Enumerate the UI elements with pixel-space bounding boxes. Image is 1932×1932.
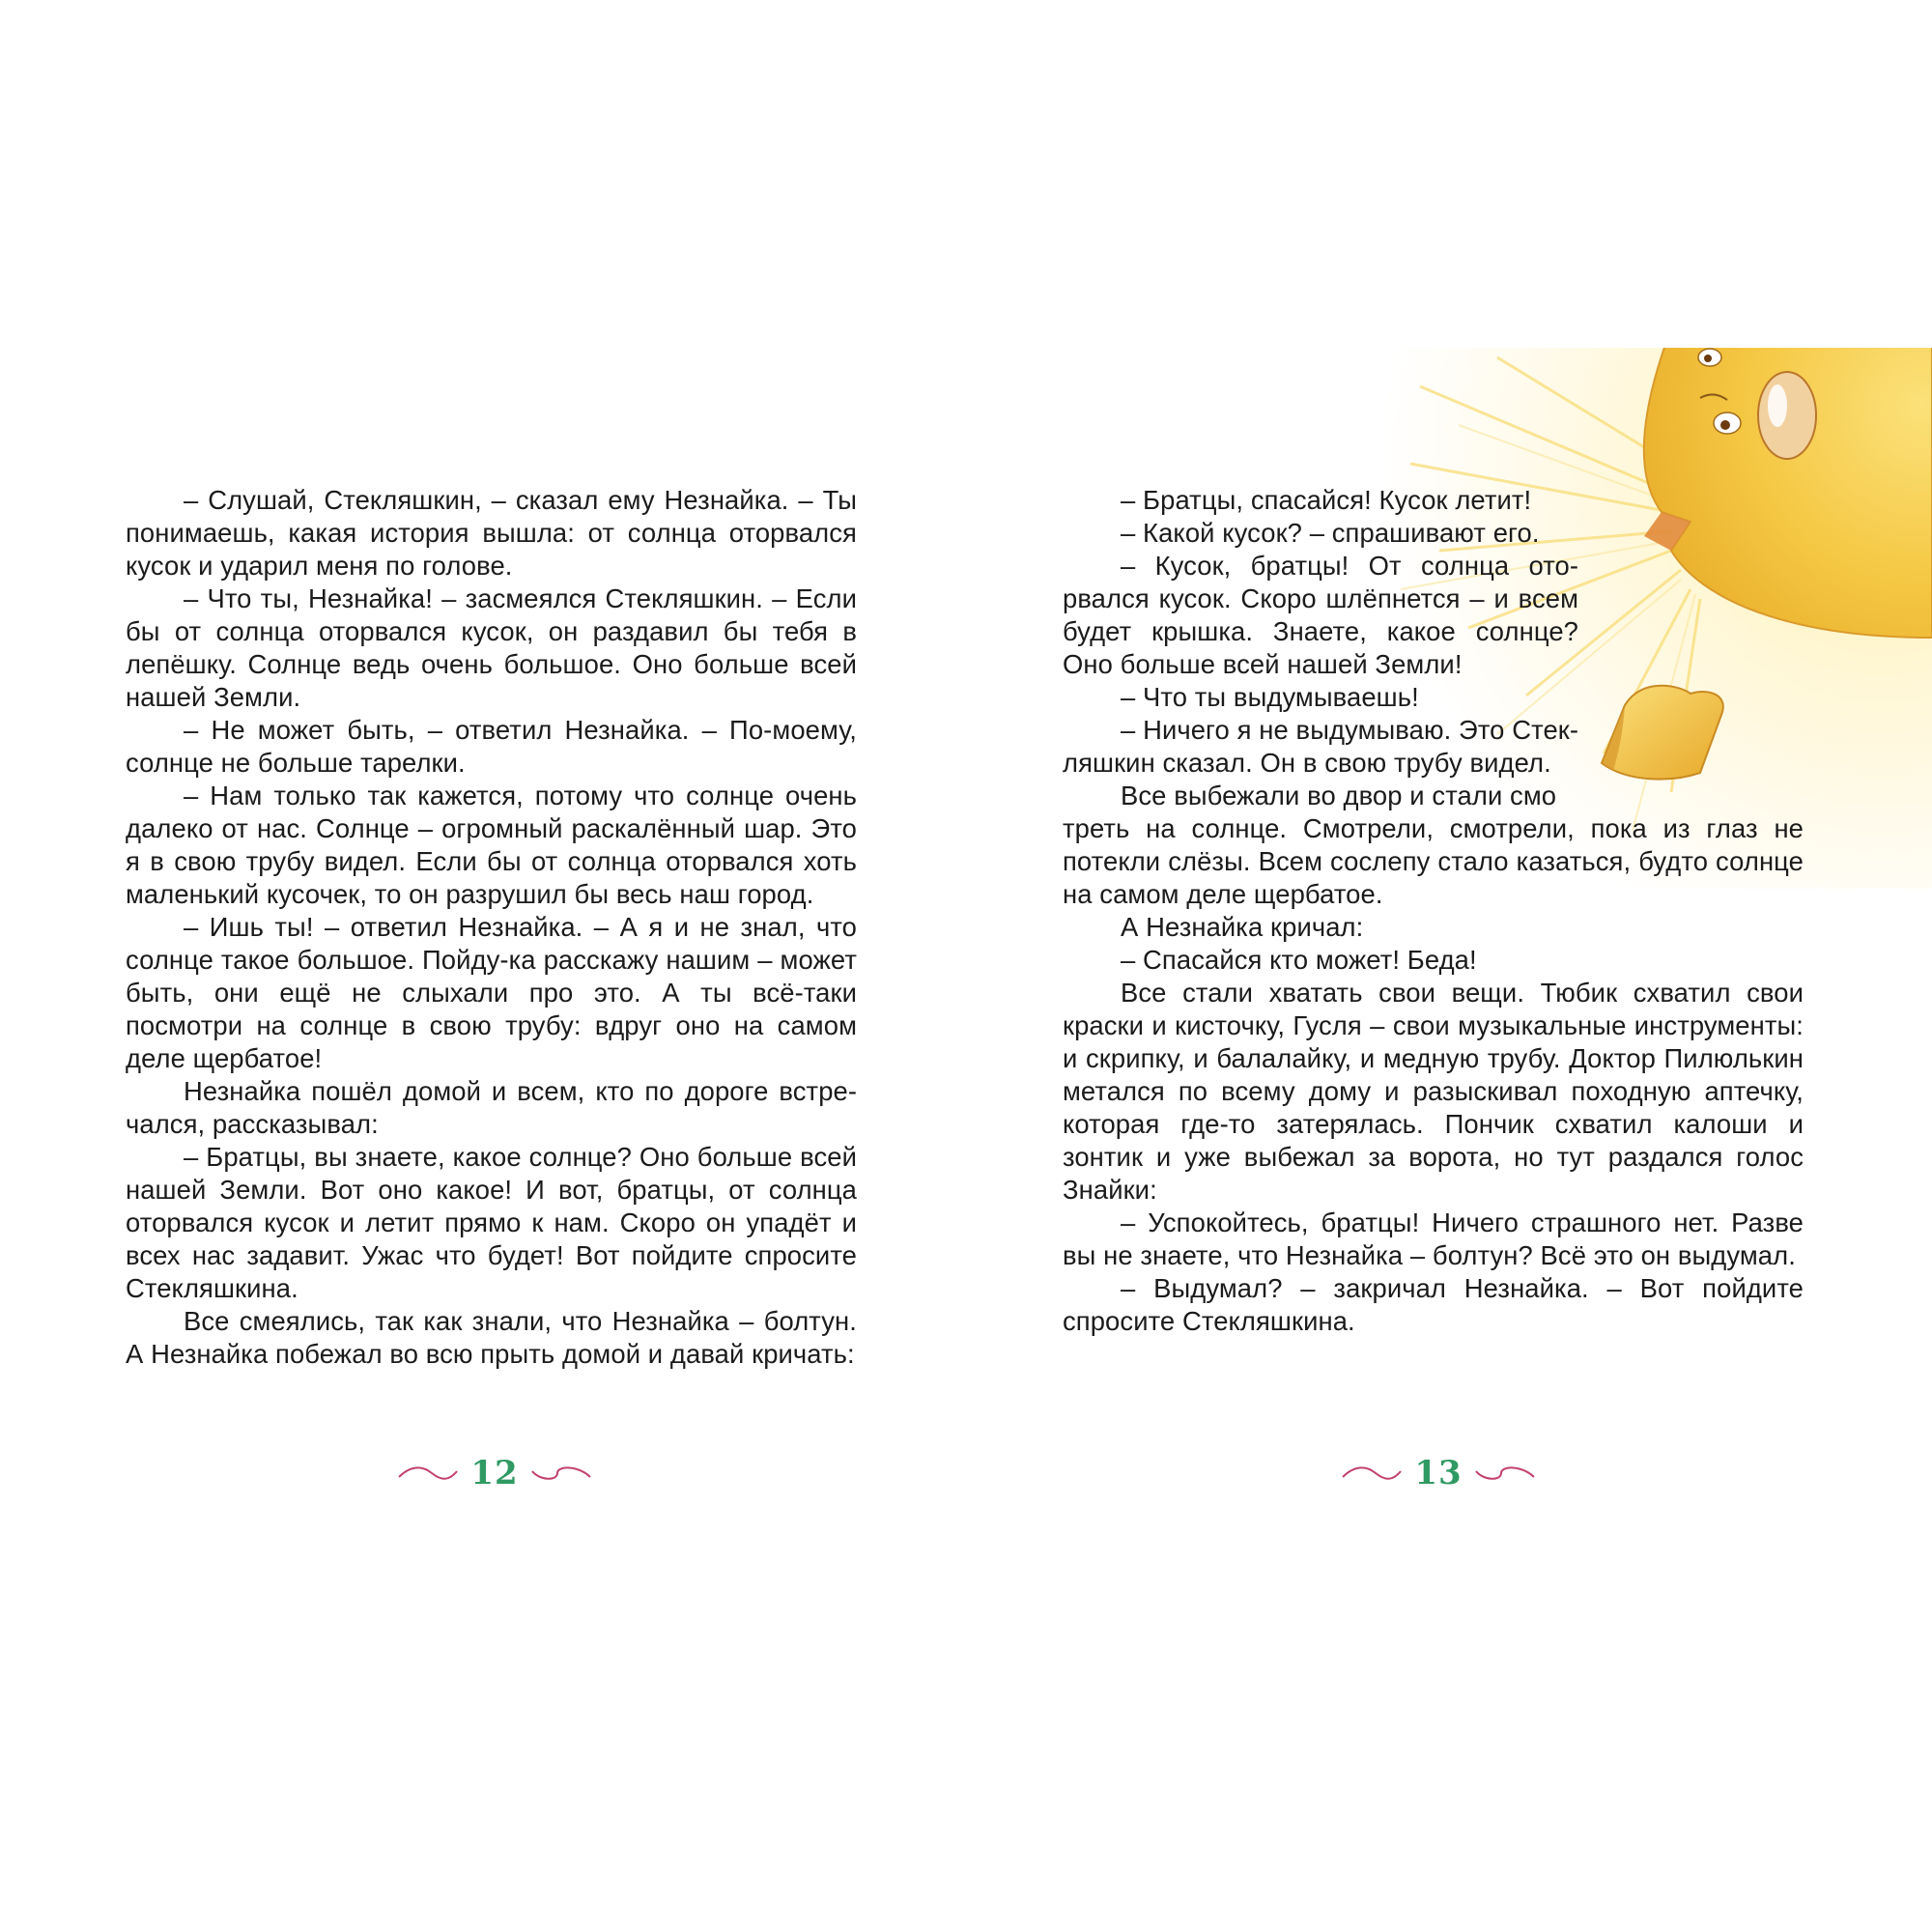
paragraph: – Кусок, братцы! От солнца оторвался кусок. Скоро шлёпнется – и всем будет крышка. Знаете, какое солнце? Оно больше всей нашей Земли! <box>1063 551 1578 679</box>
paragraph: А Незнайка кричал: <box>1121 912 1364 942</box>
paragraph: треть на солнце. Смотрели, смотрели, пока из глаз не потекли слёзы. Всем сослепу стало казаться, будто солнце на самом деле щербатое. <box>1063 813 1804 909</box>
paragraph: – Успокойтесь, братцы! Ничего страшного нет. Разве вы не знаете, что Незнайка – болтун? Всё это он выдумал. <box>1063 1208 1804 1270</box>
page-number-right <box>1332 1449 1545 1497</box>
paragraph: – Ничего я не выдумываю. Это Стекляшкин сказал. Он в свою трубу видел. <box>1063 715 1578 778</box>
right-page-text-narrow <box>1063 484 1578 812</box>
page-number: 13 <box>1414 1454 1463 1492</box>
paragraph: – Что ты, Незнайка! – засмеялся Стекляшкин. – Если бы от солнца оторвался кусок, он раздавил бы тебя в лепёшку. Солнце ведь очень большое. Оно больше всей нашей Земли. <box>126 583 857 712</box>
paragraph: – Нам только так кажется, потому что солнце очень далеко от нас. Солнце – огромный раскалённый шар. Это я в свою трубу видел. Если бы от солнца оторвался хоть маленький кусочек, то он разрушил бы весь наш город. <box>126 781 857 909</box>
right-page-text-full <box>1063 812 1804 1338</box>
paragraph: – Братцы, вы знаете, какое солнце? Оно больше всей нашей Земли. Вот оно какое! И вот, братцы, от солнца оторвался кусок и летит прямо к нам. Скоро он упадёт и всех нас задавит. Ужас что будет! Вот пойдите спросите Стекляшкина. <box>126 1142 857 1303</box>
left-page-text <box>126 484 857 1371</box>
page-number-left <box>388 1449 601 1497</box>
sun-cheek <box>1758 372 1816 459</box>
left-flourish-icon <box>397 1463 459 1483</box>
page-number: 12 <box>470 1454 519 1492</box>
paragraph: Все выбежали во двор и стали смо <box>1121 781 1557 810</box>
paragraph: – Ишь ты! – ответил Незнайка. – А я и не знал, что солнце такое большое. Пойду-ка расскажу нашим – может быть, они ещё не слыхали про это. А ты всё-таки посмотри на солнце в свою трубу: вдруг оно на самом деле щербатое! <box>126 912 857 1073</box>
right-flourish-icon <box>1474 1463 1536 1483</box>
paragraph: – Братцы, спасайся! Кусок летит! <box>1121 485 1532 515</box>
left-flourish-icon <box>1341 1463 1403 1483</box>
paragraph: – Слушай, Стекляшкин, – сказал ему Незнайка. – Ты понимаешь, какая история вышла: от солнца оторвался кусок и ударил меня по голове. <box>126 485 857 581</box>
paragraph: – Что ты выдумываешь! <box>1121 682 1419 712</box>
paragraph: Все стали хватать свои вещи. Тюбик схватил свои краски и кисточку, Гусля – свои музыкальные инструменты: и скрипку, и балалайку, и медную трубу. Доктор Пилюлькин метался по всему дому и разыскивал походную аптечку, которая где-то затерялась. Пончик схватил калоши и зонтик и уже выбежал за ворота, но тут раздался голос Знайки: <box>1063 978 1804 1205</box>
paragraph: – Не может быть, – ответил Незнайка. – По-моему, солнце не больше тарелки. <box>126 715 857 778</box>
right-flourish-icon <box>530 1463 592 1483</box>
paragraph: – Выдумал? – закричал Незнайка. – Вот пойдите спросите Стекляшкина. <box>1063 1273 1804 1336</box>
paragraph: – Какой кусок? – спрашивают его. <box>1121 518 1540 548</box>
paragraph: – Спасайся кто может! Беда! <box>1121 945 1477 975</box>
paragraph: Все смеялись, так как знали, что Незнайка – болтун. А Незнайка побежал во всю прыть домой и давай кричать: <box>126 1306 857 1369</box>
paragraph: Незнайка пошёл домой и всем, кто по дороге встречался, рассказывал: <box>126 1076 857 1139</box>
